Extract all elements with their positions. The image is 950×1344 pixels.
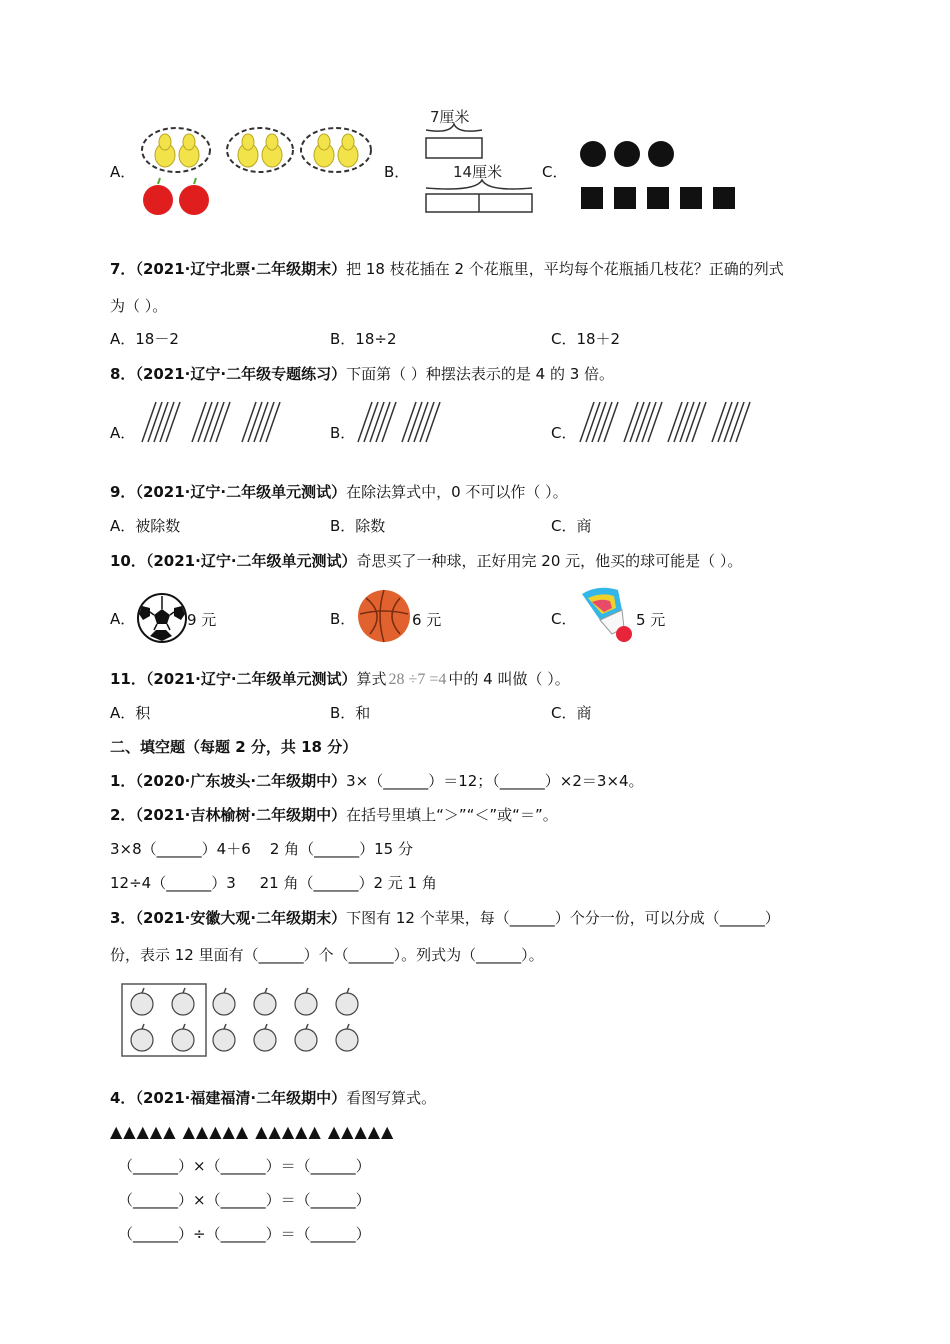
q10-stem bbox=[110, 551, 742, 571]
q11-text-after: 中的 4 叫做（ ）。 bbox=[448, 670, 570, 688]
f3-text-line1: 下图有 12 个苹果，每（______）个分一份，可以分成（______） bbox=[346, 909, 780, 927]
q6-option-c-label: C． bbox=[542, 163, 568, 181]
shuttlecock-icon bbox=[578, 584, 638, 644]
q10-source: （2021·辽宁·二年级单元测试） bbox=[145, 552, 357, 570]
q6-option-b-label: B． bbox=[384, 163, 410, 181]
f4-text: 看图写算式。 bbox=[346, 1089, 437, 1107]
apples bbox=[143, 178, 209, 215]
q11-number: 11． bbox=[110, 670, 146, 688]
f1-stem bbox=[110, 771, 644, 791]
sticks-option-b bbox=[356, 400, 456, 450]
f3-source: （2021·安徽大观·二年级期末） bbox=[135, 909, 347, 927]
q10-option-a-label: A． bbox=[110, 610, 136, 628]
f3-stem bbox=[110, 908, 780, 928]
q9-option-c: C．商 bbox=[551, 517, 592, 535]
f4-source: （2021·福建福清·二年级期中） bbox=[135, 1089, 347, 1107]
q8-stem bbox=[110, 364, 614, 384]
b-top-length-label: 7厘米 bbox=[430, 108, 470, 126]
q7-stem bbox=[110, 259, 784, 279]
circles-squares-illustration bbox=[578, 140, 748, 210]
q11-option-c: C．商 bbox=[551, 704, 592, 722]
pear-group-3 bbox=[301, 128, 371, 172]
q7-text-line2: 为（ ）。 bbox=[110, 297, 168, 315]
f2-stem bbox=[110, 805, 558, 825]
q7-option-a: A．18－2 bbox=[110, 330, 179, 348]
q6-option-a-label: A． bbox=[110, 163, 136, 181]
apples-grid-illustration bbox=[120, 982, 370, 1062]
q9-option-b: B．除数 bbox=[330, 517, 386, 535]
q8-option-b-label: B． bbox=[330, 424, 356, 442]
q8-option-c-label: C． bbox=[551, 424, 577, 442]
q8-text: 下面第（ ）种摆法表示的是 4 的 3 倍。 bbox=[346, 365, 615, 383]
q10-option-c-label: C． bbox=[551, 610, 577, 628]
q10-number: 10． bbox=[110, 552, 146, 570]
q11-text-before: 算式 bbox=[356, 670, 387, 688]
q7-number: 7． bbox=[110, 260, 136, 278]
pear-group-2 bbox=[227, 128, 293, 172]
q9-number: 9． bbox=[110, 483, 136, 501]
q11-formula: 28 ÷7 =4 bbox=[388, 671, 447, 688]
q9-stem bbox=[110, 482, 568, 502]
q8-source: （2021·辽宁·二年级专题练习） bbox=[135, 365, 347, 383]
q11-stem bbox=[110, 669, 570, 690]
f2-row1: 3×8（______）4＋6 2 角（______）15 分 bbox=[110, 840, 413, 858]
soccer-ball-icon bbox=[136, 592, 188, 644]
f4-number: 4． bbox=[110, 1089, 136, 1107]
f3-text-line2: 份，表示 12 里面有（______）个（______）。列式为（______）。 bbox=[110, 946, 544, 964]
q10-price-a: 9 元 bbox=[187, 611, 217, 629]
q9-option-a: A．被除数 bbox=[110, 517, 181, 535]
basketball-icon bbox=[356, 588, 412, 644]
q11-option-a: A．积 bbox=[110, 704, 151, 722]
pears-apples-illustration bbox=[138, 122, 378, 222]
f1-number: 1． bbox=[110, 772, 136, 790]
f2-number: 2． bbox=[110, 806, 136, 824]
f1-source: （2020·广东坡头·二年级期中） bbox=[135, 772, 347, 790]
section2-title: 二、填空题（每题 2 分，共 18 分） bbox=[110, 738, 358, 756]
f2-row2: 12÷4（______）3 21 角（______）2 元 1 角 bbox=[110, 874, 437, 892]
q7-option-c: C．18＋2 bbox=[551, 330, 621, 348]
f1-text: 3×（______）＝12；（______）×2＝3×4。 bbox=[346, 772, 644, 790]
q7-text-line1: 把 18 枝花插在 2 个花瓶里，平均每个花瓶插几枝花？正确的列式 bbox=[346, 260, 784, 278]
q10-price-c: 5 元 bbox=[636, 611, 666, 629]
q11-option-b: B．和 bbox=[330, 704, 371, 722]
q11-source: （2021·辽宁·二年级单元测试） bbox=[145, 670, 357, 688]
q10-option-b-label: B． bbox=[330, 610, 356, 628]
f4-stem bbox=[110, 1088, 436, 1108]
segment-diagram bbox=[420, 108, 540, 218]
f4-triangles: ▲▲▲▲▲ ▲▲▲▲▲ ▲▲▲▲▲ ▲▲▲▲▲ bbox=[110, 1122, 395, 1141]
q10-price-b: 6 元 bbox=[412, 611, 442, 629]
sticks-option-c bbox=[578, 400, 758, 450]
q8-option-a-label: A． bbox=[110, 424, 136, 442]
f2-source: （2021·吉林榆树·二年级期中） bbox=[135, 806, 347, 824]
q7-source: （2021·辽宁北票·二年级期末） bbox=[135, 260, 347, 278]
q7-option-b: B．18÷2 bbox=[330, 330, 397, 348]
f4-eq3: （______）÷（______）＝（______） bbox=[118, 1225, 371, 1243]
q10-text: 奇思买了一种球，正好用完 20 元，他买的球可能是（ ）。 bbox=[356, 552, 743, 570]
f3-number: 3． bbox=[110, 909, 136, 927]
f4-eq1: （______）×（______）＝（______） bbox=[118, 1157, 371, 1175]
q9-source: （2021·辽宁·二年级单元测试） bbox=[135, 483, 347, 501]
f4-eq2: （______）×（______）＝（______） bbox=[118, 1191, 371, 1209]
q8-number: 8． bbox=[110, 365, 136, 383]
b-bottom-length-label: 14厘米 bbox=[453, 163, 503, 181]
pear-group-1 bbox=[142, 128, 210, 172]
sticks-option-a bbox=[140, 400, 300, 450]
q9-text: 在除法算式中，0 不可以作（ ）。 bbox=[346, 483, 568, 501]
f2-text: 在括号里填上“＞”“＜”或“＝”。 bbox=[346, 806, 558, 824]
